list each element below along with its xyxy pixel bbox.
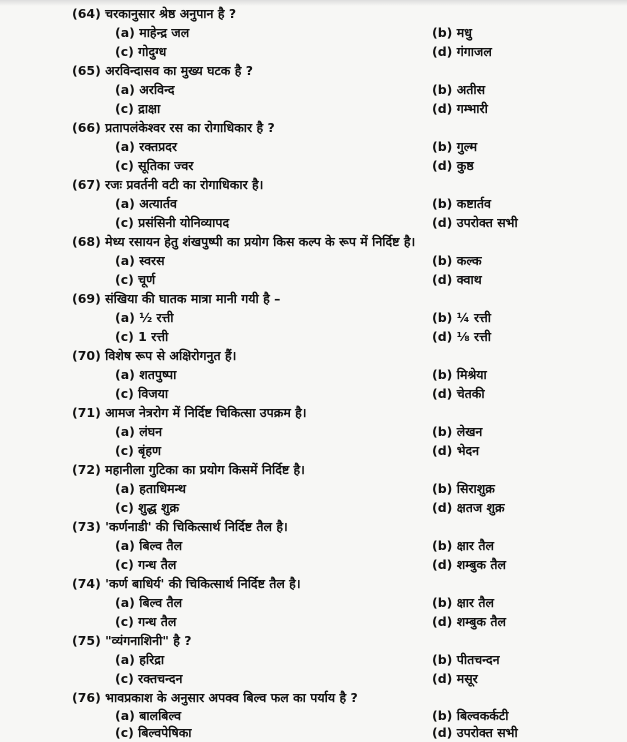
option-72-b: (b) सिराशुक्र: [432, 481, 495, 496]
option-75-d: (d) मसूर: [432, 671, 478, 686]
option-68-a: (a) स्वरस: [115, 253, 165, 268]
option-67-d: (d) उपरोक्त सभी: [432, 215, 518, 230]
question-68: (68) मेध्य रसायन हेतु शंखपुष्पी का प्रयोग किस कल्प के रूप में निर्दिष्ट है।: [72, 234, 416, 249]
option-68-b: (b) कल्क: [432, 253, 482, 268]
option-65-a: (a) अरविन्द: [115, 82, 175, 97]
option-73-b: (b) क्षार तैल: [432, 538, 494, 553]
question-74: (74) 'कर्ण बाधिर्य' की चिकित्सार्थ निर्दिष्ट तैल है।: [72, 576, 301, 591]
question-64: (64) चरकानुसार श्रेष्ठ अनुपान है ?: [72, 6, 237, 21]
question-70: (70) विशेष रूप से अक्षिरोगनुत हैं।: [72, 348, 237, 363]
option-75-a: (a) हरिद्रा: [115, 652, 165, 667]
option-69-b: (b) ¼ रत्ती: [432, 310, 492, 325]
question-71: (71) आमज नेत्ररोग में निर्दिष्ट चिकित्सा उपक्रम है।: [72, 405, 307, 420]
option-67-c: (c) प्रसंसिनी योनिव्यापद: [115, 215, 230, 230]
option-73-c: (c) गन्ध तैल: [115, 557, 177, 572]
option-69-a: (a) ½ रत्ती: [115, 310, 174, 325]
question-76: (76) भावप्रकाश के अनुसार अपक्व बिल्व फल का पर्याय है ?: [72, 690, 358, 705]
option-74-c: (c) गन्ध तैल: [115, 614, 177, 629]
option-70-c: (c) विजया: [115, 386, 169, 401]
option-74-d: (d) शम्बुक तैल: [432, 614, 506, 629]
question-75: (75) "व्यंगनाशिनी" है ?: [72, 633, 192, 648]
option-72-c: (c) शुद्ध शुक्र: [115, 500, 180, 515]
option-71-d: (d) भेदन: [432, 443, 480, 458]
option-73-d: (d) शम्बुक तैल: [432, 557, 506, 572]
option-71-a: (a) लंघन: [115, 424, 163, 439]
question-69: (69) संखिया की घातक मात्रा मानी गयी है –: [72, 291, 281, 306]
option-68-d: (d) क्वाथ: [432, 272, 482, 287]
option-75-b: (b) पीतचन्दन: [432, 652, 500, 667]
option-66-c: (c) सूतिका ज्वर: [115, 158, 194, 173]
option-65-c: (c) द्राक्षा: [115, 101, 161, 116]
option-76-b: (b) बिल्वकर्कटी: [432, 708, 509, 723]
option-64-a: (a) माहेन्द्र जल: [115, 25, 190, 40]
option-68-c: (c) चूर्ण: [115, 272, 156, 287]
option-74-b: (b) क्षार तैल: [432, 595, 494, 610]
option-65-b: (b) अतीस: [432, 82, 486, 97]
question-65: (65) अरविन्दासव का मुख्य घटक है ?: [72, 63, 253, 78]
option-64-d: (d) गंगाजल: [432, 44, 492, 59]
option-71-b: (b) लेखन: [432, 424, 483, 439]
option-70-a: (a) शतपुष्पा: [115, 367, 177, 382]
option-64-b: (b) मधु: [432, 25, 472, 40]
option-65-d: (d) गम्भारी: [432, 101, 488, 116]
option-70-d: (d) चेतकी: [432, 386, 485, 401]
option-64-c: (c) गोदुग्ध: [115, 44, 167, 59]
question-66: (66) प्रतापलंकेश्वर रस का रोगाधिकार है ?: [72, 120, 275, 135]
option-74-a: (a) बिल्व तैल: [115, 595, 183, 610]
option-72-d: (d) क्षतज शुक्र: [432, 500, 505, 515]
option-66-b: (b) गुल्म: [432, 139, 478, 154]
option-75-c: (c) रक्तचन्दन: [115, 671, 183, 686]
option-67-a: (a) अत्यार्तव: [115, 196, 177, 211]
option-67-b: (b) कष्टार्तव: [432, 196, 491, 211]
question-67: (67) रजः प्रवर्तनी वटी का रोगाधिकार है।: [72, 177, 264, 192]
option-69-d: (d) ⅛ रत्ती: [432, 329, 492, 344]
option-71-c: (c) बृंहण: [115, 443, 161, 458]
option-73-a: (a) बिल्व तैल: [115, 538, 183, 553]
option-76-d: (d) उपरोक्त सभी: [432, 725, 518, 740]
option-70-b: (b) मिश्रेया: [432, 367, 487, 382]
option-76-a: (a) बालबिल्व: [115, 708, 182, 723]
option-66-a: (a) रक्तप्रदर: [115, 139, 178, 154]
option-66-d: (d) कुष्ठ: [432, 158, 474, 173]
option-69-c: (c) 1 रत्ती: [115, 329, 169, 344]
question-72: (72) महानीला गुटिका का प्रयोग किसमें निर्दिष्ट है।: [72, 462, 305, 477]
option-72-a: (a) हताधिमन्थ: [115, 481, 186, 496]
question-73: (73) 'कर्णनाडी' की चिकित्सार्थ निर्दिष्ट तैल है।: [72, 519, 288, 534]
option-76-c: (c) बिल्वपेषिका: [115, 725, 192, 740]
